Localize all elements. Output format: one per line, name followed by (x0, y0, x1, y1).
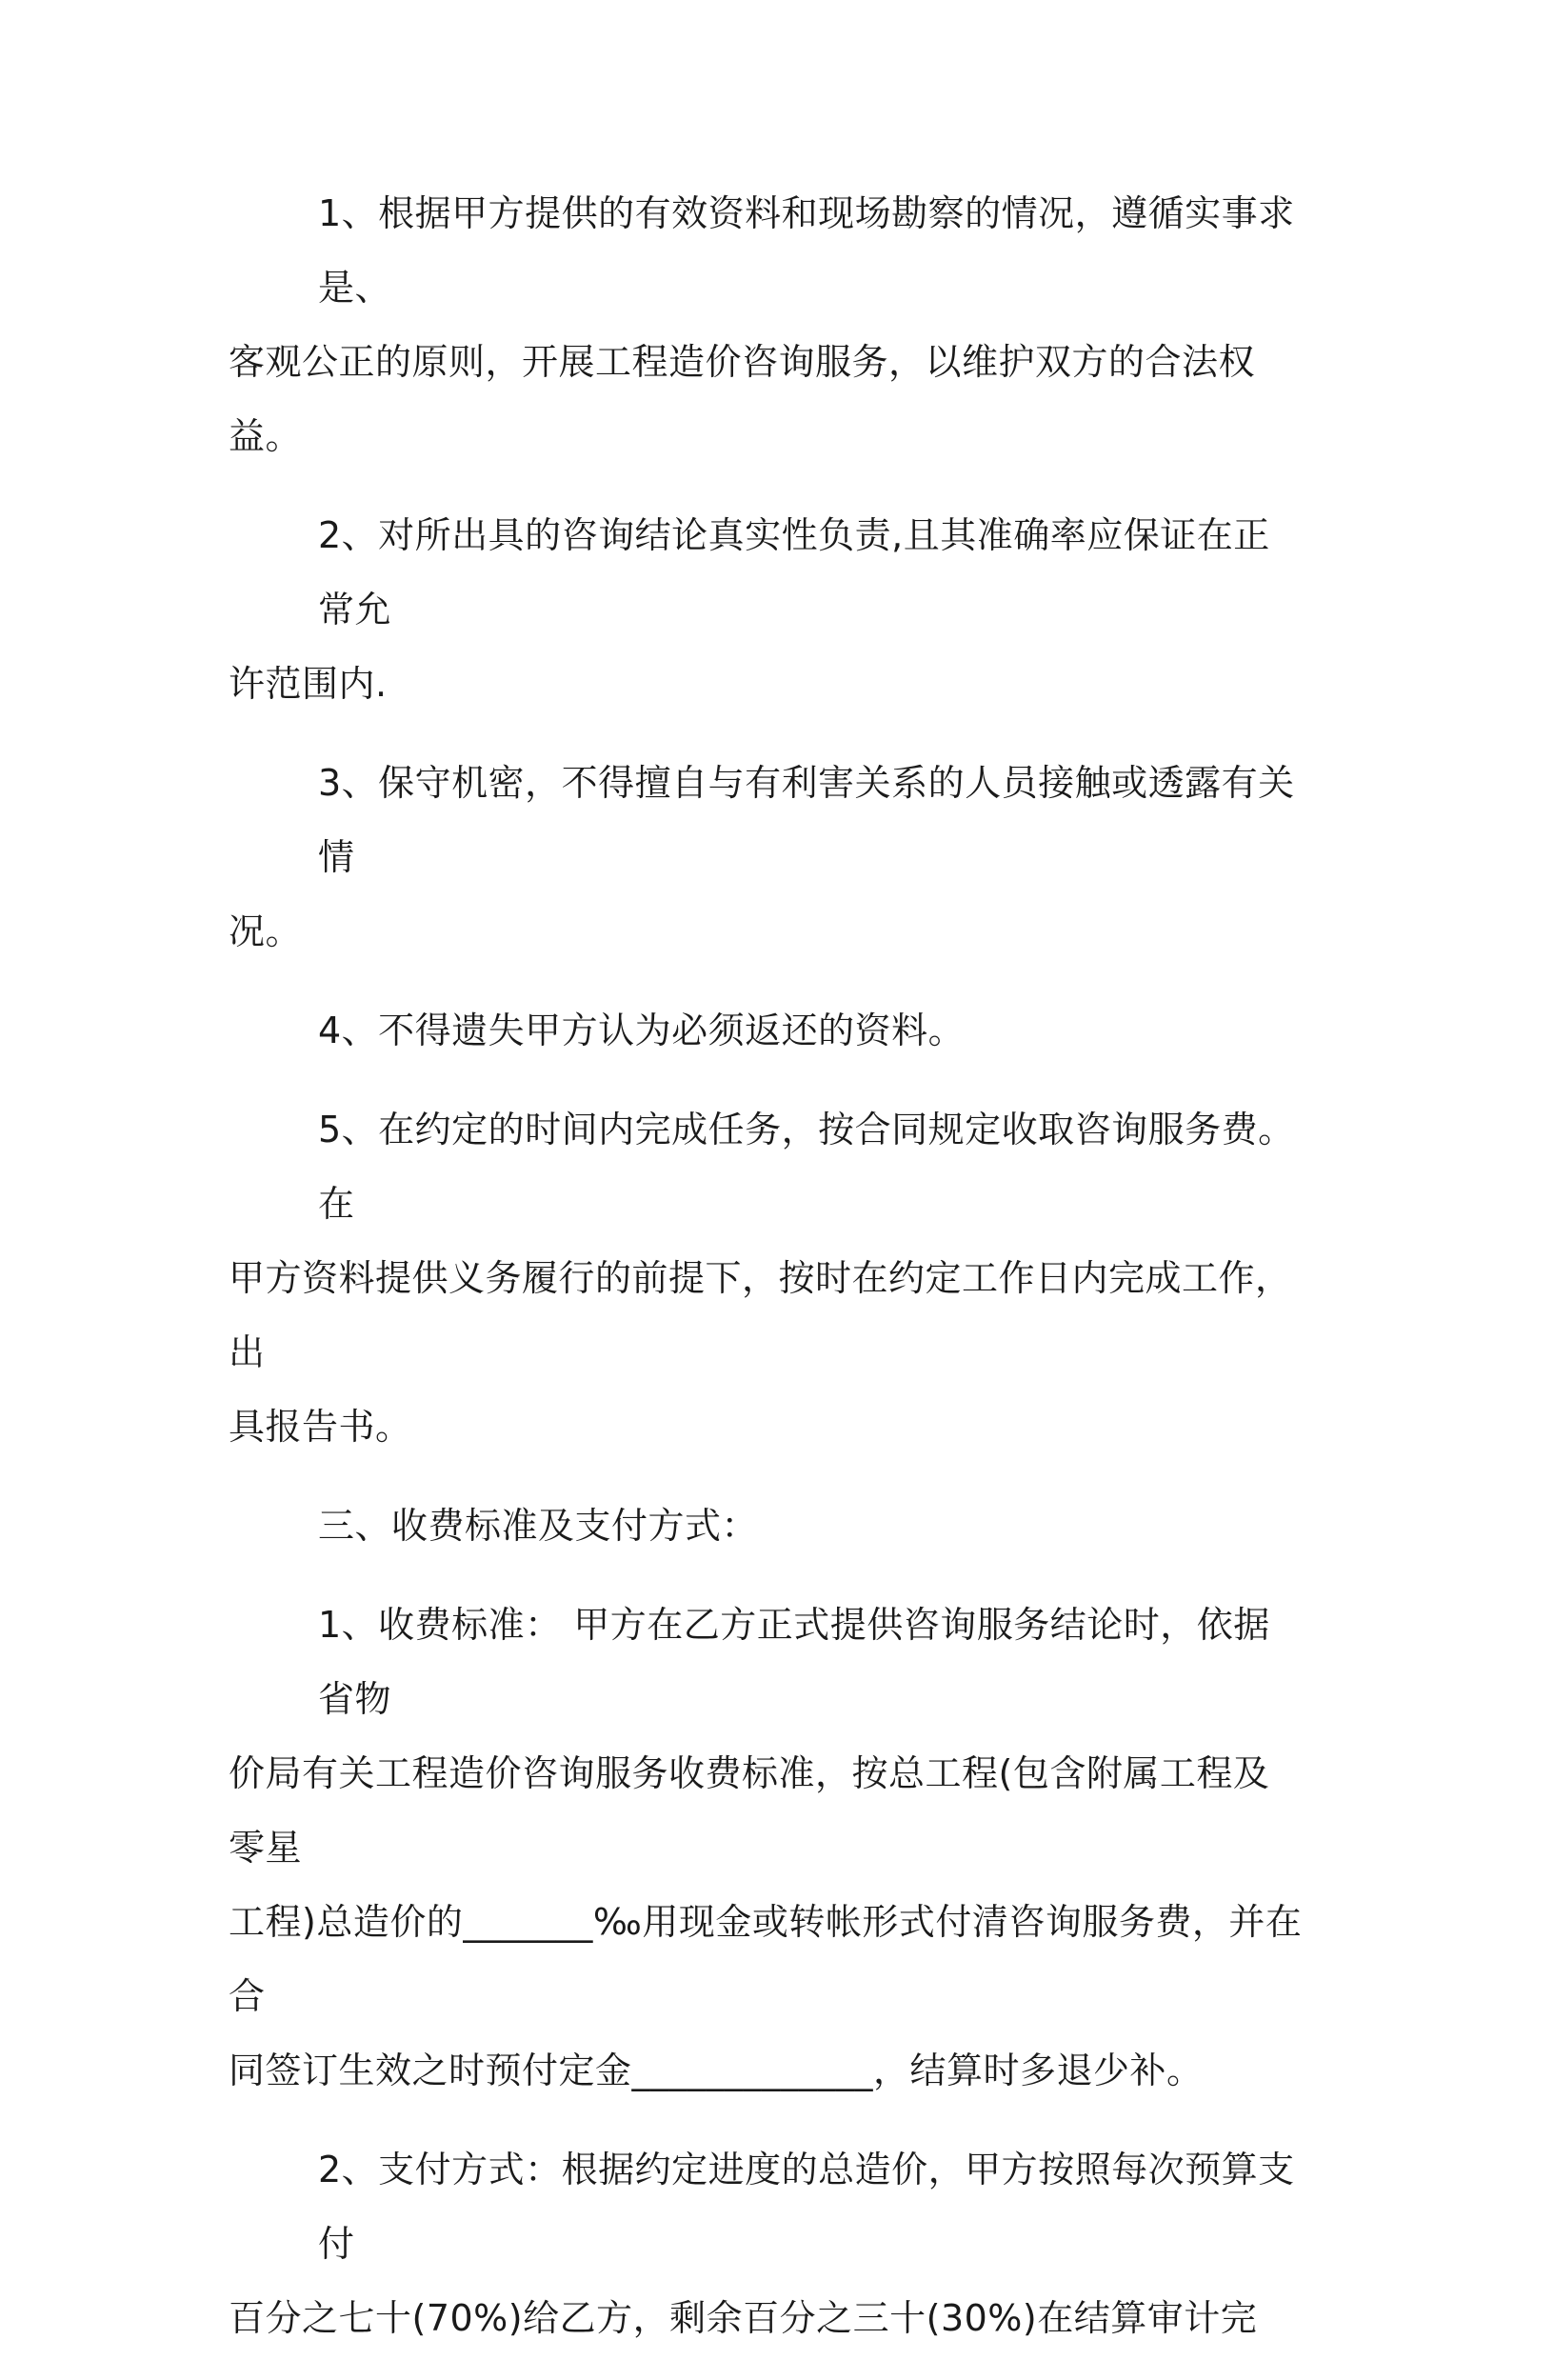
clause-5-line-1: 5、在约定的时间内完成任务，按合同规定收取咨询服务费。 在 (318, 1109, 1295, 1225)
payment-method-line-1: 2、支付方式：根据约定进度的总造价，甲方按照每次预算支付 (318, 2149, 1295, 2265)
clause-5-line-2: 甲方资料提供义务履行的前提下，按时在约定工作日内完成工作，出 (229, 1257, 1292, 1373)
section-heading-text: 三、收费标准及支付方式： (318, 1505, 759, 1547)
clause-2-line-2: 许范围内. (229, 663, 388, 705)
clause-3-line-1: 3、保守机密，不得擅自与有利害关系的人员接触或透露有关情 (318, 762, 1295, 878)
clause-1-line-2: 客观公正的原则，开展工程造价咨询服务，以维护双方的合法权益。 (229, 341, 1256, 457)
fee-standard-clause (229, 1588, 1305, 2108)
document-body (229, 176, 1305, 2380)
clause-2-line-1: 2、对所出具的咨询结论真实性负责,且其准确率应保证在正常允 (318, 514, 1270, 630)
clause-5 (229, 1092, 1305, 1464)
clause-4-line-1: 4、不得遗失甲方认为必须返还的资料。 (318, 1010, 966, 1051)
fee-standard-line-4: 同签订生效之时预付定金_____________，结算时多退少补。 (229, 2050, 1204, 2091)
clause-4 (229, 993, 1305, 1068)
clause-3-line-2: 况。 (229, 910, 303, 952)
fee-standard-line-3: 工程)总造价的_______‰用现金或转帐形式付清咨询服务费，并在合 (229, 1901, 1303, 2017)
section-heading-fees (229, 1489, 1305, 1563)
clause-3 (229, 746, 1305, 969)
clause-5-line-3: 具报告书。 (229, 1406, 412, 1448)
payment-method-clause (229, 2132, 1305, 2355)
clause-1-line-1: 1、根据甲方提供的有效资料和现场勘察的情况，遵循实事求是、 (318, 192, 1295, 309)
clause-1 (229, 176, 1305, 473)
fee-standard-line-1: 1、收费标准： 甲方在乙方正式提供咨询服务结论时，依据省物 (318, 1604, 1270, 1720)
clause-2 (229, 498, 1305, 721)
payment-method-line-2: 百分之七十(70%)给乙方，剩余百分之三十(30%)在结算审计完 (229, 2297, 1258, 2339)
fee-standard-line-2: 价局有关工程造价咨询服务收费标准，按总工程(包含附属工程及零星 (229, 1752, 1270, 1869)
